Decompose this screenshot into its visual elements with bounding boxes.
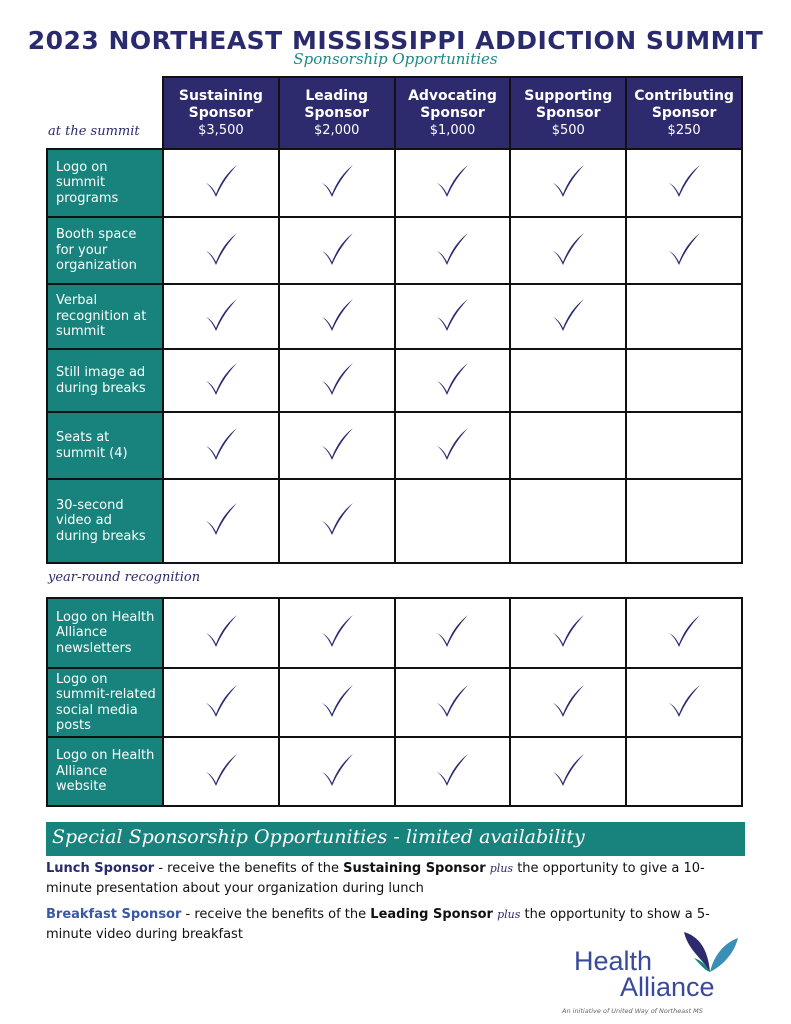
benefit-cell — [163, 737, 279, 806]
table-row — [47, 412, 742, 479]
check-icon — [317, 229, 357, 269]
benefit-cell — [395, 284, 511, 349]
benefit-cell — [626, 668, 742, 737]
tier-name: Supporting Sponsor — [524, 87, 613, 121]
check-icon — [432, 750, 472, 790]
logo-alliance-text: Alliance — [620, 972, 715, 1002]
benefit-cell — [163, 668, 279, 737]
check-icon — [548, 161, 588, 201]
benefit-cell — [510, 737, 626, 806]
tier-name: Advocating Sponsor — [408, 87, 497, 121]
breakfast-text-pre: - receive the benefits of the — [181, 907, 371, 922]
benefit-cell — [279, 349, 395, 412]
benefit-cell — [510, 668, 626, 737]
check-icon — [317, 681, 357, 721]
benefit-cell — [395, 412, 511, 479]
row-label: Booth space for your organization — [47, 217, 163, 284]
benefit-cell — [510, 217, 626, 284]
check-icon — [317, 611, 357, 651]
benefit-cell — [279, 217, 395, 284]
check-icon — [664, 161, 704, 201]
page-title: 2023 NORTHEAST MISSISSIPPI ADDICTION SUMMIT — [27, 26, 764, 55]
lunch-sponsor-paragraph — [46, 859, 746, 899]
check-icon — [201, 611, 241, 651]
benefit-cell — [395, 217, 511, 284]
row-label: Seats at summit (4) — [47, 412, 163, 479]
benefit-cell — [510, 149, 626, 217]
benefit-cell — [395, 479, 511, 563]
lunch-sponsor-title: Lunch Sponsor — [46, 861, 155, 876]
tier-price: $2,000 — [313, 122, 360, 138]
summit-rows — [47, 149, 742, 563]
benefit-cell — [626, 349, 742, 412]
check-icon — [432, 681, 472, 721]
benefit-cell — [510, 349, 626, 412]
benefit-cell — [163, 217, 279, 284]
tier-header — [395, 77, 511, 149]
benefit-cell — [510, 284, 626, 349]
benefit-cell — [510, 598, 626, 668]
section-label-year-round: year-round recognition — [48, 570, 201, 585]
table-row — [47, 349, 742, 412]
lunch-text-post: the opportunity to give a 10-minute presentation about your organization during lunch — [46, 861, 705, 896]
check-icon — [317, 359, 357, 399]
tier-header-row — [47, 77, 742, 149]
benefit-cell — [163, 149, 279, 217]
benefit-cell — [279, 479, 395, 563]
row-label: Logo on summit programs — [47, 149, 163, 217]
benefit-cell — [510, 412, 626, 479]
check-icon — [664, 681, 704, 721]
logo-tagline: An initiative of United Way of Northeast MS — [562, 1007, 703, 1015]
benefit-cell — [279, 149, 395, 217]
row-label: Logo on summit-related social media posts — [47, 668, 163, 737]
breakfast-text-post: the opportunity to show a 5-minute video during breakfast — [46, 907, 710, 942]
check-icon — [548, 681, 588, 721]
benefit-cell — [163, 349, 279, 412]
benefit-cell — [395, 668, 511, 737]
tier-price: $3,500 — [198, 122, 244, 138]
summit-benefits-table — [46, 76, 743, 564]
row-label: Logo on Health Alliance website — [47, 737, 163, 806]
breakfast-sponsor-title: Breakfast Sponsor — [46, 907, 182, 922]
benefit-cell — [279, 284, 395, 349]
check-icon — [432, 359, 472, 399]
tier-header — [626, 77, 742, 149]
benefit-cell — [163, 479, 279, 563]
check-icon — [201, 424, 241, 464]
table-row — [47, 284, 742, 349]
tier-name: Contributing Sponsor — [634, 87, 734, 121]
breakfast-plus: plus — [497, 908, 521, 921]
row-label: 30-second video ad during breaks — [47, 479, 163, 563]
benefit-cell — [279, 412, 395, 479]
special-opportunities-banner — [46, 822, 745, 856]
check-icon — [201, 499, 241, 539]
check-icon — [317, 499, 357, 539]
tier-name: Sustaining Sponsor — [178, 87, 263, 121]
row-label: Logo on Health Alliance newsletters — [47, 598, 163, 668]
check-icon — [201, 161, 241, 201]
year-round-rows — [47, 598, 742, 806]
tier-header — [279, 77, 395, 149]
butterfly-icon — [680, 928, 740, 978]
check-icon — [201, 229, 241, 269]
check-icon — [548, 229, 588, 269]
check-icon — [432, 424, 472, 464]
table-row — [47, 598, 742, 668]
tier-price: $1,000 — [429, 122, 476, 138]
check-icon — [432, 161, 472, 201]
check-icon — [664, 611, 704, 651]
year-round-benefits-table — [46, 597, 743, 807]
check-icon — [664, 229, 704, 269]
benefit-cell — [395, 349, 511, 412]
benefit-cell — [163, 284, 279, 349]
tier-header — [510, 77, 626, 149]
benefit-cell — [395, 737, 511, 806]
benefit-cell — [626, 149, 742, 217]
check-icon — [201, 681, 241, 721]
check-icon — [317, 750, 357, 790]
benefit-cell — [395, 598, 511, 668]
check-icon — [548, 750, 588, 790]
check-icon — [201, 295, 241, 335]
benefit-cell — [279, 737, 395, 806]
table-row — [47, 479, 742, 563]
check-icon — [201, 359, 241, 399]
table-row — [47, 149, 742, 217]
check-icon — [432, 229, 472, 269]
lunch-text-pre: - receive the benefits of the — [154, 861, 344, 876]
benefit-cell — [626, 479, 742, 563]
banner-text: Special Sponsorship Opportunities - limited availability — [52, 826, 585, 848]
breakfast-tier: Leading Sponsor — [370, 907, 493, 922]
row-label: Verbal recognition at summit — [47, 284, 163, 349]
row-label: Still image ad during breaks — [47, 349, 163, 412]
check-icon — [317, 161, 357, 201]
table-row — [47, 737, 742, 806]
check-icon — [317, 295, 357, 335]
lunch-plus: plus — [489, 862, 514, 875]
benefit-cell — [163, 598, 279, 668]
check-icon — [548, 611, 588, 651]
benefit-cell — [626, 412, 742, 479]
check-icon — [432, 611, 472, 651]
benefit-cell — [626, 598, 742, 668]
benefit-cell — [626, 217, 742, 284]
benefit-cell — [395, 149, 511, 217]
table-row — [47, 217, 742, 284]
page-subtitle: Sponsorship Opportunities — [293, 50, 498, 68]
benefit-cell — [279, 598, 395, 668]
check-icon — [548, 295, 588, 335]
table-row — [47, 668, 742, 737]
tier-price: $250 — [667, 122, 701, 138]
tier-name: Leading Sponsor — [304, 87, 369, 121]
benefit-cell — [510, 479, 626, 563]
benefit-cell — [626, 284, 742, 349]
benefit-cell — [279, 668, 395, 737]
check-icon — [432, 295, 472, 335]
benefit-cell — [626, 737, 742, 806]
check-icon — [201, 750, 241, 790]
benefit-cell — [163, 412, 279, 479]
tier-price: $500 — [551, 122, 585, 138]
tier-header — [163, 77, 279, 149]
lunch-tier: Sustaining Sponsor — [343, 861, 486, 876]
logo-health-text: Health — [574, 946, 653, 976]
section-label-at-summit: at the summit — [48, 124, 140, 139]
health-alliance-logo — [560, 928, 760, 1020]
check-icon — [317, 424, 357, 464]
